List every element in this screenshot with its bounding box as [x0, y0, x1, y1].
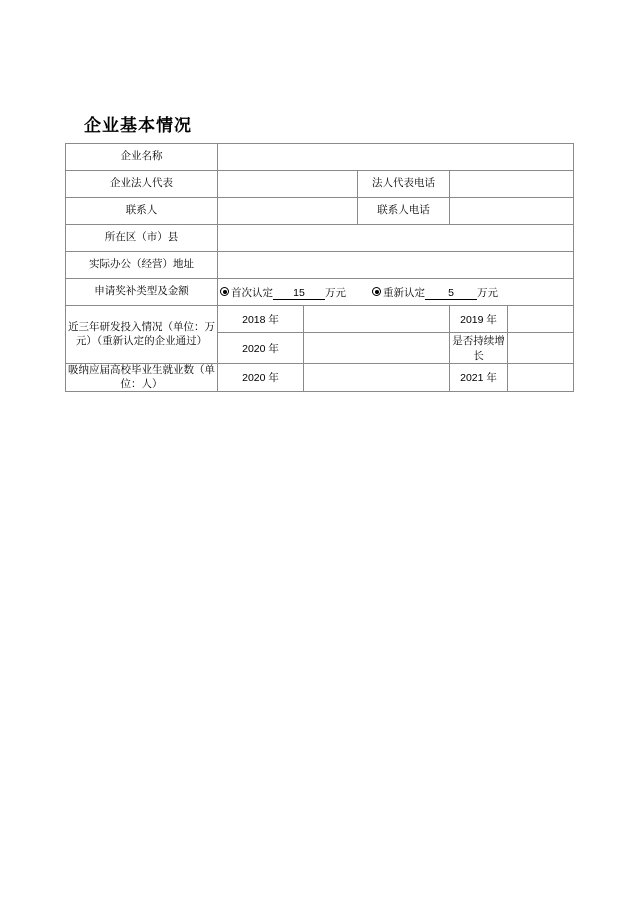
company-basic-info-table: [65, 143, 574, 392]
award-type-options: [218, 279, 574, 306]
award-type-label: 申请奖补类型及金额: [66, 279, 218, 306]
table-row: [66, 252, 574, 279]
rd-value-2019[interactable]: [508, 306, 574, 333]
table-row: [66, 306, 574, 333]
company-name-label: 企业名称: [66, 144, 218, 171]
rd-value-2018[interactable]: [304, 306, 450, 333]
rd-year-2019: 2019 年: [450, 306, 508, 333]
office-address-label: 实际办公（经营）地址: [66, 252, 218, 279]
employment-value-2020[interactable]: [304, 364, 450, 392]
legal-rep-field[interactable]: [218, 171, 358, 198]
award-renew-amount[interactable]: 5: [425, 287, 477, 300]
legal-rep-phone-label: 法人代表电话: [358, 171, 450, 198]
award-option-first-label: 首次认定: [231, 286, 273, 299]
legal-rep-label: 企业法人代表: [66, 171, 218, 198]
radio-first-recognition-icon[interactable]: [220, 287, 229, 296]
employment-value-2021[interactable]: [508, 364, 574, 392]
contact-label: 联系人: [66, 198, 218, 225]
district-label: 所在区（市）县: [66, 225, 218, 252]
company-name-field[interactable]: [218, 144, 574, 171]
contact-phone-label: 联系人电话: [358, 198, 450, 225]
rd-year-2018: 2018 年: [218, 306, 304, 333]
employment-label: 吸纳应届高校毕业生就业数（单位：人）: [66, 364, 218, 392]
award-renew-unit: 万元: [477, 286, 498, 299]
rd-investment-label: 近三年研发投入情况（单位：万元）（重新认定的企业通过）: [66, 306, 218, 364]
office-address-field[interactable]: [218, 252, 574, 279]
district-field[interactable]: [218, 225, 574, 252]
contact-phone-field[interactable]: [450, 198, 574, 225]
contact-field[interactable]: [218, 198, 358, 225]
employment-year-2020: 2020 年: [218, 364, 304, 392]
table-row: [66, 198, 574, 225]
table-row: [66, 364, 574, 392]
award-first-amount[interactable]: 15: [273, 287, 325, 300]
rd-year-2020: 2020 年: [218, 333, 304, 364]
rd-value-2020[interactable]: [304, 333, 450, 364]
table-row: [66, 144, 574, 171]
table-row: [66, 171, 574, 198]
award-option-renew-label: 重新认定: [383, 286, 425, 299]
employment-year-2021: 2021 年: [450, 364, 508, 392]
award-first-unit: 万元: [325, 286, 346, 299]
table-row: [66, 225, 574, 252]
legal-rep-phone-field[interactable]: [450, 171, 574, 198]
page-title: 企业基本情况: [84, 116, 192, 135]
table-row: [66, 279, 574, 306]
rd-growth-value[interactable]: [508, 333, 574, 364]
rd-growth-label: 是否持续增长: [450, 333, 508, 364]
radio-renew-recognition-icon[interactable]: [372, 287, 381, 296]
